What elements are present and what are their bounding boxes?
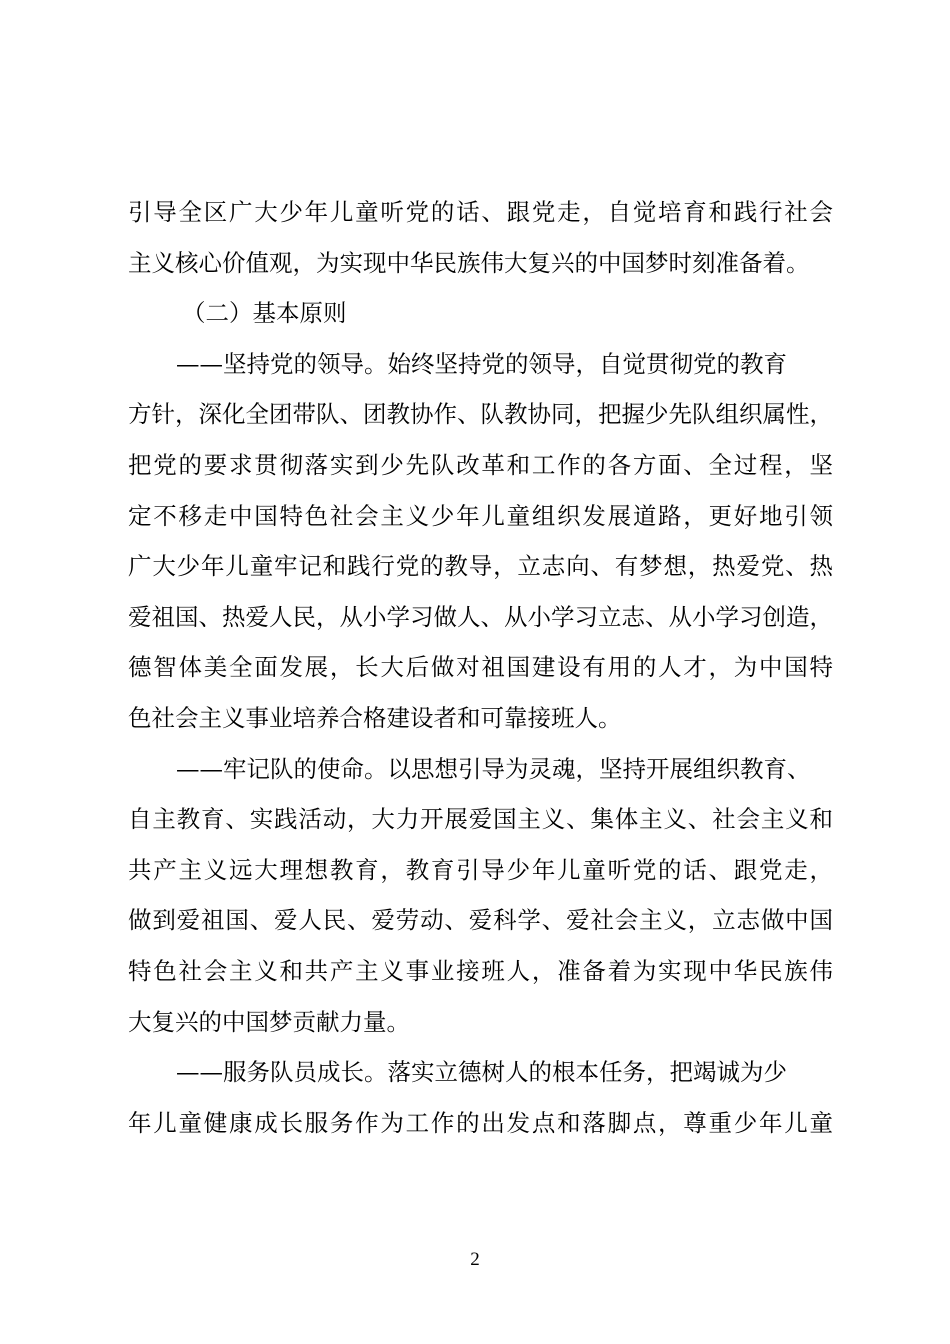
paragraph-line: 年儿童健康成长服务作为工作的出发点和落脚点，尊重少年儿童 xyxy=(128,1108,833,1137)
paragraph-line: 把党的要求贯彻落实到少先队改革和工作的各方面、全过程，坚 xyxy=(128,450,833,479)
document-body xyxy=(128,187,833,1148)
paragraph-line: 德智体美全面发展，长大后做对祖国建设有用的人才，为中国特 xyxy=(128,653,833,682)
page-number: 2 xyxy=(470,1249,480,1270)
paragraph-line: ——服务队员成长。落实立德树人的根本任务，把竭诚为少 xyxy=(176,1058,787,1087)
section-heading: （二）基本原则 xyxy=(182,299,347,328)
paragraph-line: 爱祖国、热爱人民，从小学习做人、从小学习立志、从小学习创造， xyxy=(128,602,833,631)
paragraph-line: ——坚持党的领导。始终坚持党的领导，自觉贯彻党的教育 xyxy=(176,349,787,378)
paragraph-line: 引导全区广大少年儿童听党的话、跟党走，自觉培育和践行社会 xyxy=(128,198,833,226)
paragraph-line: 定不移走中国特色社会主义少年儿童组织发展道路，更好地引领 xyxy=(128,501,833,530)
paragraph-line: 自主教育、实践活动，大力开展爱国主义、集体主义、社会主义和 xyxy=(128,805,833,834)
paragraph-line: 方针，深化全团带队、团教协作、队教协同，把握少先队组织属性， xyxy=(128,400,833,429)
paragraph-line: 大复兴的中国梦贡献力量。 xyxy=(128,1007,410,1036)
paragraph-line: 色社会主义事业培养合格建设者和可靠接班人。 xyxy=(128,703,622,732)
paragraph-line: 主义核心价值观，为实现中华民族伟大复兴的中国梦时刻准备着。 xyxy=(128,248,810,277)
paragraph-line: 共产主义远大理想教育，教育引导少年儿童听党的话、跟党走， xyxy=(128,855,833,884)
paragraph-line: 特色社会主义和共产主义事业接班人，准备着为实现中华民族伟 xyxy=(128,956,833,985)
paragraph-line: ——牢记队的使命。以思想引导为灵魂，坚持开展组织教育、 xyxy=(176,754,811,783)
paragraph-line: 做到爱祖国、爱人民、爱劳动、爱科学、爱社会主义，立志做中国 xyxy=(128,906,833,935)
paragraph-line: 广大少年儿童牢记和践行党的教导，立志向、有梦想，热爱党、热 xyxy=(128,552,833,581)
